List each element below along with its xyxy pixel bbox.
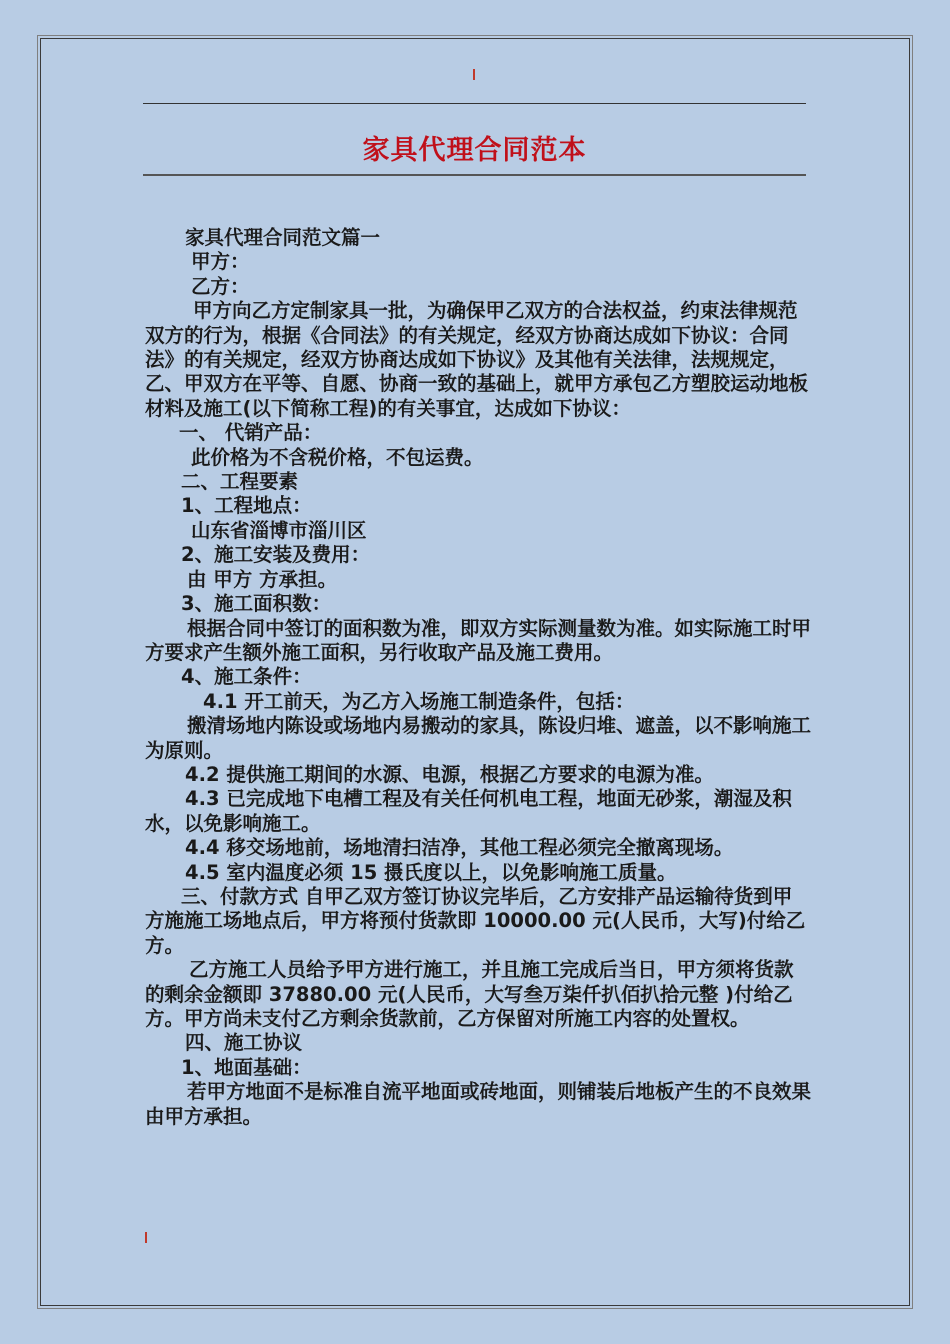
paragraph: 4.4 移交场地前，场地清扫洁净，其他工程必须完全撤离现场。 (185, 836, 734, 860)
paragraph: 4、施工条件： (181, 665, 312, 689)
title-underline (143, 174, 806, 176)
paragraph: 三、付款方式 自甲乙双方签订协议完毕后，乙方安排产品运输待货到甲方施施工场地点后，甲方将预付货款即 10000.00 元(人民币，大写)付给乙方。 (145, 884, 806, 957)
header-rule (143, 103, 806, 104)
paragraph: 2、施工安装及费用： (181, 543, 371, 567)
paragraph: 乙方： (191, 274, 250, 298)
paragraph: 3、施工面积数： (181, 592, 332, 616)
paragraph: 4.5 室内温度必须 15 摄氏度以上，以免影响施工质量。 (185, 860, 677, 884)
paragraph: 四、施工协议 (185, 1031, 303, 1055)
document-title: 家具代理合同范本 (362, 135, 587, 166)
paragraph: 1、地面基础： (181, 1055, 312, 1079)
document-body (145, 226, 811, 1129)
paragraph: 4.2 提供施工期间的水源、电源，根据乙方要求的电源为准。 (185, 762, 714, 786)
paragraph: 根据合同中签订的面积数为准，即双方实际测量数为准。如实际施工时甲方要求产生额外施工面积，另行收取产品及施工费用。 (145, 616, 812, 664)
paragraph: 二、工程要素 (181, 470, 299, 494)
paragraph: 1、工程地点： (181, 494, 312, 518)
paragraph: 4.1 开工前天，为乙方入场施工制造条件，包括： (203, 689, 635, 713)
paragraph: 此价格为不含税价格，不包运费。 (191, 445, 484, 469)
paragraph: 一、 代销产品： (179, 421, 323, 445)
paragraph: 甲方： (191, 250, 250, 274)
paragraph: 甲方向乙方定制家具一批，为确保甲乙双方的合法权益，约束法律规范双方的行为，根据《合同法》的有关规定，经双方协商达成如下协议：合同法》的有关规定，经双方协商达成如下协议》及其他有关法律，法规规定，乙、甲双方在平等、自愿、协商一致的基础上，就甲方承包乙方塑胶运动地板材料及施工(以下简称工程)的有关事宜，达成如下协议： (145, 299, 809, 420)
paragraph: 山东省淄博市淄川区 (191, 518, 367, 542)
footer-mark (145, 1232, 147, 1243)
paragraph: 搬清场地内陈设或场地内易搬动的家具，陈设归堆、遮盖，以不影响施工为原则。 (145, 714, 812, 762)
paragraph: 4.3 已完成地下电槽工程及有关任何机电工程，地面无砂浆，潮湿及积水，以免影响施工。 (145, 787, 792, 835)
paragraph: 乙方施工人员给予甲方进行施工，并且施工完成后当日，甲方须将货款的剩余金额即 37880.00 元(人民币，大写叁万柒仟扒佰扒拾元整 )付给乙方。甲方尚未支付乙方剩余货款前，乙方保留对所施工内容的处置权。 (145, 958, 794, 1030)
paragraph: 由 甲方 方承担。 (187, 567, 338, 591)
paragraph: 若甲方地面不是标准自流平地面或砖地面，则铺装后地板产生的不良效果由甲方承担。 (145, 1080, 812, 1128)
header-mark (473, 69, 475, 80)
paragraph: 家具代理合同范文篇一 (185, 226, 381, 249)
